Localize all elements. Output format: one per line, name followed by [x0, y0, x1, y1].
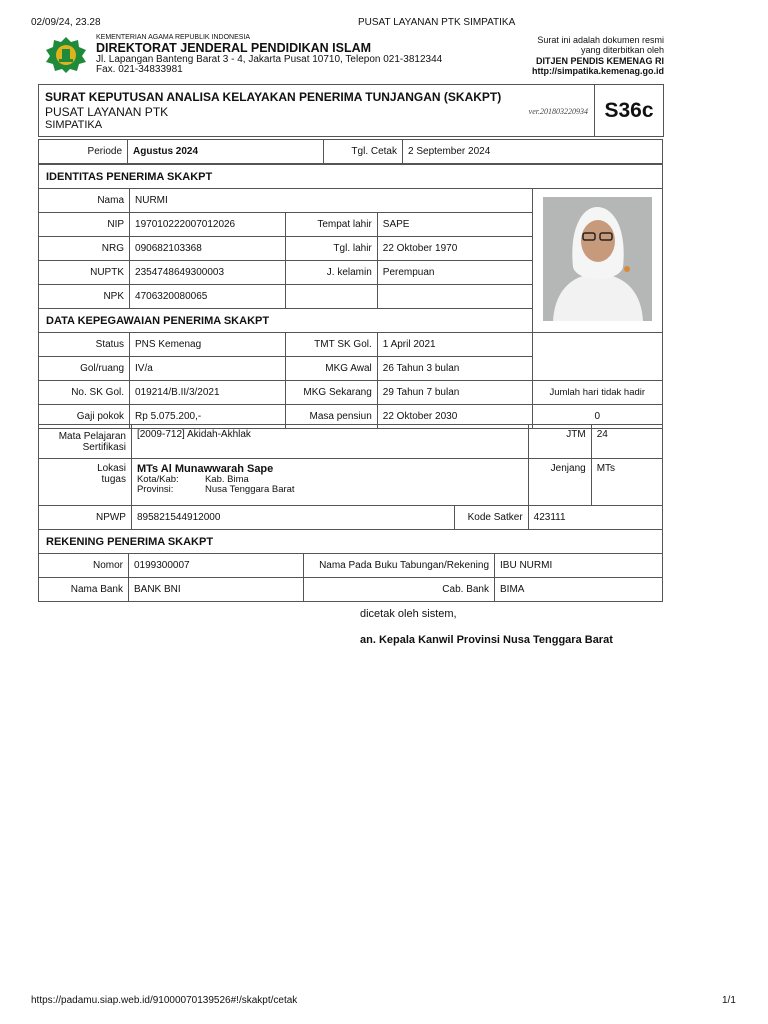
kota-label: Kota/Kab: [136, 474, 179, 485]
lokasi-nama: MTs Al Munawwarah Sape [136, 463, 274, 475]
print-datetime: 02/09/24, 23.28 [31, 17, 101, 28]
document-title: SURAT KEPUTUSAN ANALISA KELAYAKAN PENERIMA TUNJANGAN (SKAKPT) [45, 90, 502, 104]
mkg-awal-label: MKG Awal [285, 357, 377, 381]
kota-value: Kab. Bima [204, 474, 249, 485]
nama-bank-value: BANK BNI [129, 578, 304, 602]
rekening-table [38, 553, 663, 602]
nuptk-value: 2354748649300003 [130, 261, 286, 285]
gol-value: IV/a [130, 357, 286, 381]
letterhead-fax: Fax. 021-34833981 [96, 64, 183, 75]
empty-cell [532, 333, 662, 357]
mapel-label [39, 425, 132, 459]
kode-satker-value: 423111 [528, 506, 662, 530]
mkg-awal-value: 26 Tahun 3 bulan [377, 357, 532, 381]
tugas-table [38, 424, 663, 554]
nrg-label: NRG [39, 237, 130, 261]
dicetak-note: dicetak oleh sistem, [360, 608, 457, 620]
jenjang-label: Jenjang [528, 459, 591, 506]
gol-label: Gol/ruang [39, 357, 130, 381]
mapel-label-line2: Sertifikasi [82, 441, 126, 453]
periode-value: Agustus 2024 [128, 140, 324, 164]
mapel-value: [2009-712] Akidah-Akhlak [131, 425, 528, 459]
photo-cell [532, 189, 662, 333]
nama-label: Nama [39, 189, 130, 213]
npwp-label: NPWP [39, 506, 132, 530]
tempat-lahir-value: SAPE [377, 213, 532, 237]
periode-label: Periode [39, 140, 128, 164]
nama-buku-value: IBU NURMI [495, 554, 663, 578]
lokasi-label [39, 459, 132, 506]
nama-buku-label: Nama Pada Buku Tabungan/Rekening [304, 554, 495, 578]
identitas-table [38, 164, 663, 429]
nama-value: NURMI [130, 189, 533, 213]
nip-label: NIP [39, 213, 130, 237]
tgl-cetak-label: Tgl. Cetak [324, 140, 403, 164]
lokasi-label-line2: tugas [101, 474, 126, 485]
issuer-name: DITJEN PENDIS KEMENAG RI [535, 56, 664, 66]
jumlah-hari-label: Jumlah hari tidak hadir [532, 381, 662, 405]
lokasi-value [131, 459, 528, 506]
issuer-url: http://simpatika.kemenag.go.id [531, 66, 664, 76]
jkelamin-label: J. kelamin [285, 261, 377, 285]
form-code: S36c [604, 98, 654, 122]
tgl-lahir-value: 22 Oktober 1970 [377, 237, 532, 261]
recipient-photo [543, 197, 652, 321]
empty-cell [377, 285, 532, 309]
print-page-title: PUSAT LAYANAN PTK SIMPATIKA [358, 17, 516, 28]
kepegawaian-heading: DATA KEPEGAWAIAN PENERIMA SKAKPT [39, 309, 533, 333]
npk-label: NPK [39, 285, 130, 309]
pensiun-label: Masa pensiun [285, 405, 377, 429]
rekening-heading: REKENING PENERIMA SKAKPT [39, 530, 663, 554]
cab-bank-label: Cab. Bank [304, 578, 495, 602]
gaji-label: Gaji pokok [39, 405, 130, 429]
cab-bank-value: BIMA [495, 578, 663, 602]
nip-value: 197010222007012026 [130, 213, 286, 237]
empty-cell [285, 285, 377, 309]
provinsi-label: Provinsi: [136, 484, 174, 495]
directorate-name: DIREKTORAT JENDERAL PENDIDIKAN ISLAM [96, 41, 372, 55]
page-url: https://padamu.siap.web.id/91000070139526#!/skakpt/cetak [31, 995, 298, 1006]
lokasi-label-line1: Lokasi [97, 463, 126, 474]
letterhead-address: Jl. Lapangan Banteng Barat 3 - 4, Jakarta Pusat 10710, Telepon 021-3812344 [96, 54, 443, 65]
status-value: PNS Kemenag [130, 333, 286, 357]
nosk-label: No. SK Gol. [39, 381, 130, 405]
pensiun-value: 22 Oktober 2030 [377, 405, 532, 429]
period-table [38, 139, 663, 164]
tmt-label: TMT SK Gol. [285, 333, 377, 357]
nosk-value: 019214/B.II/3/2021 [130, 381, 286, 405]
status-label: Status [39, 333, 130, 357]
kepala-kanwil: an. Kepala Kanwil Provinsi Nusa Tenggara Barat [360, 634, 613, 646]
tmt-value: 1 April 2021 [377, 333, 532, 357]
npwp-value: 895821544912000 [131, 506, 454, 530]
provinsi-value: Nusa Tenggara Barat [204, 484, 295, 495]
tgl-lahir-label: Tgl. lahir [285, 237, 377, 261]
nomor-rekening-value: 0199300007 [129, 554, 304, 578]
identitas-heading: IDENTITAS PENERIMA SKAKPT [39, 165, 663, 189]
gaji-value: Rp 5.075.200,- [130, 405, 286, 429]
issued-by-note: yang diterbitkan oleh [580, 45, 664, 55]
jenjang-value: MTs [591, 459, 662, 506]
form-code-box [594, 84, 664, 137]
kemenag-logo [44, 36, 88, 74]
jtm-value: 24 [591, 425, 662, 459]
jtm-label: JTM [528, 425, 591, 459]
npk-value: 4706320080065 [130, 285, 286, 309]
mkg-sekarang-label: MKG Sekarang [285, 381, 377, 405]
nrg-value: 090682103368 [130, 237, 286, 261]
document-version: ver.201803220934 [528, 107, 588, 116]
page-number: 1/1 [722, 995, 736, 1006]
official-doc-note: Surat ini adalah dokumen resmi [537, 35, 664, 45]
ministry-name: KEMENTERIAN AGAMA REPUBLIK INDONESIA [96, 34, 251, 41]
title-block [38, 84, 595, 137]
document-subtitle: PUSAT LAYANAN PTK [45, 105, 169, 119]
document-subtitle-2: SIMPATIKA [45, 119, 103, 131]
jumlah-hari-value: 0 [532, 405, 662, 429]
kode-satker-label: Kode Satker [455, 506, 528, 530]
nama-bank-label: Nama Bank [39, 578, 129, 602]
empty-cell [532, 357, 662, 381]
jkelamin-value: Perempuan [377, 261, 532, 285]
nomor-rekening-label: Nomor [39, 554, 129, 578]
mkg-sekarang-value: 29 Tahun 7 bulan [377, 381, 532, 405]
tgl-cetak-value: 2 September 2024 [403, 140, 663, 164]
nuptk-label: NUPTK [39, 261, 130, 285]
tempat-lahir-label: Tempat lahir [285, 213, 377, 237]
mapel-label-line1: Mata Pelajaran [58, 430, 126, 442]
